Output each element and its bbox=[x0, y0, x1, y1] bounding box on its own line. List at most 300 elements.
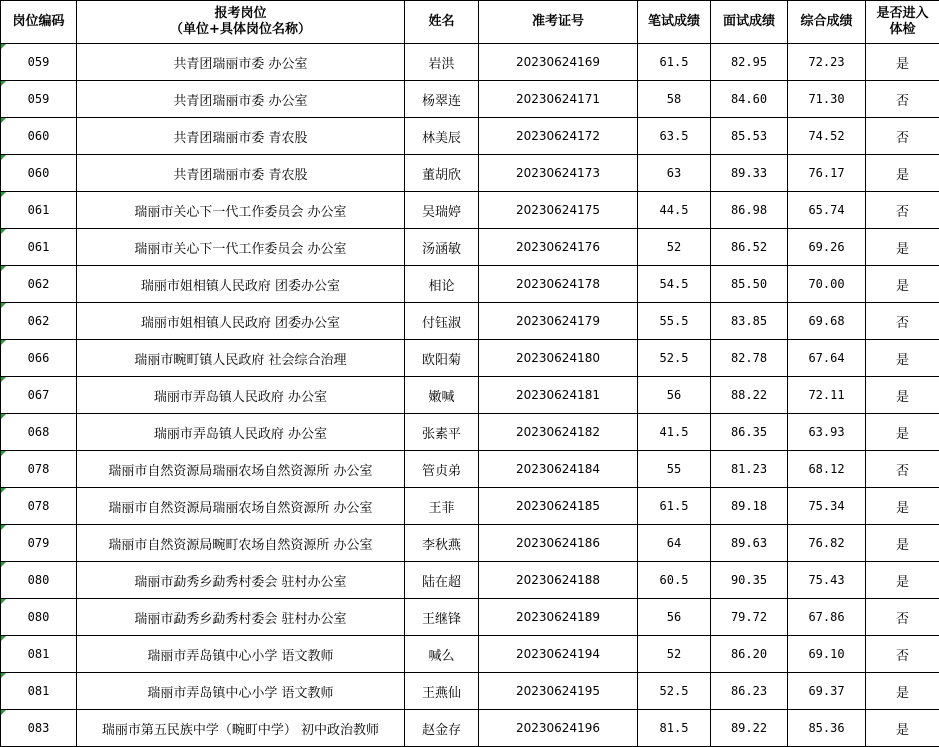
physical-exam-cell-text: 否 bbox=[896, 94, 909, 109]
table-row bbox=[1, 44, 939, 81]
position-cell bbox=[77, 303, 405, 340]
physical-exam-cell bbox=[866, 229, 939, 266]
name-cell-text: 欧阳菊 bbox=[422, 353, 461, 368]
physical-exam-cell bbox=[866, 710, 939, 747]
code-cell-text: 060 bbox=[28, 166, 50, 180]
name-cell bbox=[405, 525, 479, 562]
total-score-cell bbox=[788, 451, 866, 488]
interview-score-cell-text: 90.35 bbox=[731, 573, 767, 587]
code-cell bbox=[1, 599, 77, 636]
ticket-cell-text: 20230624172 bbox=[516, 129, 600, 143]
written-score-cell bbox=[638, 673, 711, 710]
name-cell-text: 付钰淑 bbox=[422, 316, 461, 331]
name-cell bbox=[405, 377, 479, 414]
code-cell-text: 062 bbox=[28, 314, 50, 328]
name-cell-text: 张素平 bbox=[422, 427, 461, 442]
total-score-cell-text: 69.10 bbox=[808, 647, 844, 661]
written-score-cell bbox=[638, 266, 711, 303]
name-cell-text: 赵金存 bbox=[422, 723, 461, 738]
written-score-cell bbox=[638, 525, 711, 562]
name-cell bbox=[405, 414, 479, 451]
position-cell bbox=[77, 451, 405, 488]
written-score-cell-text: 56 bbox=[667, 388, 681, 402]
cell-comment-marker-icon bbox=[1, 636, 6, 641]
total-score-cell bbox=[788, 44, 866, 81]
physical-exam-cell bbox=[866, 118, 939, 155]
physical-exam-cell-text: 是 bbox=[896, 501, 909, 516]
interview-score-cell-text: 88.22 bbox=[731, 388, 767, 402]
ticket-cell-text: 20230624184 bbox=[516, 462, 600, 476]
ticket-cell-text: 20230624185 bbox=[516, 499, 600, 513]
interview-score-cell bbox=[711, 303, 788, 340]
written-score-cell-text: 44.5 bbox=[660, 203, 689, 217]
code-cell bbox=[1, 266, 77, 303]
position-cell-text: 瑞丽市姐相镇人民政府 团委办公室 bbox=[141, 279, 340, 294]
header-position bbox=[77, 1, 405, 44]
position-cell bbox=[77, 340, 405, 377]
total-score-cell-text: 75.34 bbox=[808, 499, 844, 513]
table-row bbox=[1, 451, 939, 488]
physical-exam-cell bbox=[866, 451, 939, 488]
physical-exam-cell bbox=[866, 562, 939, 599]
physical-exam-cell-text: 否 bbox=[896, 464, 909, 479]
header-exam-line1: 是否进入 bbox=[866, 6, 939, 22]
interview-score-cell-text: 89.22 bbox=[731, 721, 767, 735]
ticket-cell bbox=[479, 192, 638, 229]
interview-score-cell bbox=[711, 44, 788, 81]
physical-exam-cell-text: 否 bbox=[896, 612, 909, 627]
position-cell bbox=[77, 414, 405, 451]
interview-score-cell-text: 85.50 bbox=[731, 277, 767, 291]
name-cell bbox=[405, 488, 479, 525]
written-score-cell-text: 55 bbox=[667, 462, 681, 476]
name-cell bbox=[405, 266, 479, 303]
position-cell-text: 瑞丽市自然资源局瑞丽农场自然资源所 办公室 bbox=[108, 501, 372, 516]
total-score-cell bbox=[788, 414, 866, 451]
physical-exam-cell bbox=[866, 488, 939, 525]
physical-exam-cell bbox=[866, 414, 939, 451]
position-cell bbox=[77, 525, 405, 562]
name-cell bbox=[405, 118, 479, 155]
total-score-cell-text: 76.82 bbox=[808, 536, 844, 550]
code-cell-text: 080 bbox=[28, 610, 50, 624]
table-row bbox=[1, 673, 939, 710]
physical-exam-cell bbox=[866, 340, 939, 377]
cell-comment-marker-icon bbox=[1, 81, 6, 86]
table-row bbox=[1, 414, 939, 451]
interview-score-cell-text: 86.98 bbox=[731, 203, 767, 217]
ticket-cell-text: 20230624175 bbox=[516, 203, 600, 217]
name-cell bbox=[405, 599, 479, 636]
position-cell-text: 共青团瑞丽市委 青农股 bbox=[173, 168, 307, 183]
ticket-cell bbox=[479, 118, 638, 155]
ticket-cell-text: 20230624181 bbox=[516, 388, 600, 402]
physical-exam-cell-text: 是 bbox=[896, 168, 909, 183]
cell-comment-marker-icon bbox=[1, 44, 6, 49]
written-score-cell-text: 52.5 bbox=[660, 684, 689, 698]
physical-exam-cell-text: 否 bbox=[896, 316, 909, 331]
name-cell bbox=[405, 673, 479, 710]
header-code: 岗位编码 bbox=[1, 1, 77, 44]
code-cell-text: 083 bbox=[28, 721, 50, 735]
total-score-cell-text: 76.17 bbox=[808, 166, 844, 180]
name-cell bbox=[405, 81, 479, 118]
position-cell-text: 瑞丽市自然资源局瑞丽农场自然资源所 办公室 bbox=[108, 464, 372, 479]
ticket-cell bbox=[479, 599, 638, 636]
code-cell-text: 059 bbox=[28, 55, 50, 69]
name-cell-text: 董胡欣 bbox=[422, 168, 461, 183]
name-cell bbox=[405, 229, 479, 266]
written-score-cell bbox=[638, 155, 711, 192]
physical-exam-cell-text: 是 bbox=[896, 279, 909, 294]
ticket-cell bbox=[479, 673, 638, 710]
written-score-cell-text: 52.5 bbox=[660, 351, 689, 365]
code-cell-text: 079 bbox=[28, 536, 50, 550]
ticket-cell-text: 20230624176 bbox=[516, 240, 600, 254]
cell-comment-marker-icon bbox=[1, 340, 6, 345]
name-cell bbox=[405, 303, 479, 340]
written-score-cell bbox=[638, 192, 711, 229]
cell-comment-marker-icon bbox=[1, 229, 6, 234]
written-score-cell bbox=[638, 44, 711, 81]
cell-comment-marker-icon bbox=[1, 710, 6, 715]
ticket-cell bbox=[479, 81, 638, 118]
position-cell-text: 瑞丽市弄岛镇中心小学 语文教师 bbox=[147, 649, 333, 664]
cell-comment-marker-icon bbox=[1, 599, 6, 604]
code-cell bbox=[1, 488, 77, 525]
header-ticket: 准考证号 bbox=[479, 1, 638, 44]
written-score-cell bbox=[638, 451, 711, 488]
header-row bbox=[1, 1, 939, 44]
cell-comment-marker-icon bbox=[1, 525, 6, 530]
position-cell bbox=[77, 562, 405, 599]
position-cell-text: 瑞丽市弄岛镇人民政府 办公室 bbox=[154, 427, 327, 442]
physical-exam-cell-text: 是 bbox=[896, 390, 909, 405]
position-cell bbox=[77, 44, 405, 81]
physical-exam-cell-text: 是 bbox=[896, 242, 909, 257]
physical-exam-cell-text: 是 bbox=[896, 353, 909, 368]
interview-score-cell bbox=[711, 266, 788, 303]
cell-comment-marker-icon bbox=[1, 192, 6, 197]
written-score-cell bbox=[638, 81, 711, 118]
ticket-cell-text: 20230624171 bbox=[516, 92, 600, 106]
ticket-cell-text: 20230624179 bbox=[516, 314, 600, 328]
total-score-cell bbox=[788, 377, 866, 414]
ticket-cell-text: 20230624169 bbox=[516, 55, 600, 69]
table-row bbox=[1, 525, 939, 562]
written-score-cell-text: 61.5 bbox=[660, 55, 689, 69]
total-score-cell bbox=[788, 340, 866, 377]
total-score-cell-text: 75.43 bbox=[808, 573, 844, 587]
position-cell-text: 瑞丽市弄岛镇中心小学 语文教师 bbox=[147, 686, 333, 701]
name-cell-text: 吴瑞婷 bbox=[422, 205, 461, 220]
position-cell-text: 瑞丽市弄岛镇人民政府 办公室 bbox=[154, 390, 327, 405]
position-cell-text: 瑞丽市畹町镇人民政府 社会综合治理 bbox=[134, 353, 346, 368]
code-cell-text: 078 bbox=[28, 499, 50, 513]
header-position-line2: （单位+具体岗位名称） bbox=[77, 22, 404, 38]
ticket-cell bbox=[479, 377, 638, 414]
header-exam-line2: 体检 bbox=[866, 22, 939, 38]
physical-exam-cell-text: 是 bbox=[896, 723, 909, 738]
position-cell-text: 瑞丽市姐相镇人民政府 团委办公室 bbox=[141, 316, 340, 331]
name-cell-text: 汤涵敏 bbox=[422, 242, 461, 257]
name-cell-text: 林美辰 bbox=[422, 131, 461, 146]
total-score-cell bbox=[788, 118, 866, 155]
total-score-cell bbox=[788, 710, 866, 747]
written-score-cell bbox=[638, 229, 711, 266]
code-cell bbox=[1, 118, 77, 155]
table-row bbox=[1, 303, 939, 340]
ticket-cell bbox=[479, 636, 638, 673]
ticket-cell bbox=[479, 525, 638, 562]
ticket-cell-text: 20230624196 bbox=[516, 721, 600, 735]
interview-score-cell-text: 84.60 bbox=[731, 92, 767, 106]
physical-exam-cell-text: 是 bbox=[896, 686, 909, 701]
name-cell-text: 相论 bbox=[428, 279, 454, 294]
position-cell-text: 瑞丽市自然资源局畹町农场自然资源所 办公室 bbox=[108, 538, 372, 553]
physical-exam-cell bbox=[866, 155, 939, 192]
code-cell-text: 081 bbox=[28, 647, 50, 661]
written-score-cell-text: 54.5 bbox=[660, 277, 689, 291]
ticket-cell bbox=[479, 710, 638, 747]
code-cell-text: 081 bbox=[28, 684, 50, 698]
written-score-cell bbox=[638, 710, 711, 747]
physical-exam-cell-text: 否 bbox=[896, 649, 909, 664]
cell-comment-marker-icon bbox=[1, 303, 6, 308]
code-cell-text: 067 bbox=[28, 388, 50, 402]
ticket-cell bbox=[479, 488, 638, 525]
position-cell-text: 瑞丽市关心下一代工作委员会 办公室 bbox=[134, 242, 346, 257]
total-score-cell bbox=[788, 673, 866, 710]
table-row bbox=[1, 710, 939, 747]
physical-exam-cell bbox=[866, 192, 939, 229]
physical-exam-cell bbox=[866, 303, 939, 340]
physical-exam-cell-text: 否 bbox=[896, 205, 909, 220]
name-cell-text: 岩洪 bbox=[428, 57, 454, 72]
table-row bbox=[1, 229, 939, 266]
interview-score-cell-text: 81.23 bbox=[731, 462, 767, 476]
cell-comment-marker-icon bbox=[1, 266, 6, 271]
code-cell bbox=[1, 340, 77, 377]
ticket-cell bbox=[479, 414, 638, 451]
written-score-cell-text: 63.5 bbox=[660, 129, 689, 143]
name-cell bbox=[405, 155, 479, 192]
code-cell bbox=[1, 303, 77, 340]
ticket-cell bbox=[479, 44, 638, 81]
interview-score-cell-text: 89.33 bbox=[731, 166, 767, 180]
name-cell-text: 管贞弟 bbox=[422, 464, 461, 479]
physical-exam-cell-text: 否 bbox=[896, 131, 909, 146]
written-score-cell-text: 52 bbox=[667, 240, 681, 254]
position-cell bbox=[77, 118, 405, 155]
total-score-cell bbox=[788, 81, 866, 118]
position-cell bbox=[77, 636, 405, 673]
code-cell bbox=[1, 562, 77, 599]
interview-score-cell bbox=[711, 673, 788, 710]
total-score-cell bbox=[788, 525, 866, 562]
table-body bbox=[1, 44, 939, 747]
physical-exam-cell-text: 是 bbox=[896, 575, 909, 590]
physical-exam-cell bbox=[866, 636, 939, 673]
code-cell bbox=[1, 525, 77, 562]
interview-score-cell bbox=[711, 414, 788, 451]
written-score-cell bbox=[638, 340, 711, 377]
physical-exam-cell bbox=[866, 525, 939, 562]
table-row bbox=[1, 377, 939, 414]
ticket-cell bbox=[479, 562, 638, 599]
total-score-cell-text: 68.12 bbox=[808, 462, 844, 476]
interview-score-cell bbox=[711, 525, 788, 562]
position-cell bbox=[77, 266, 405, 303]
position-cell-text: 瑞丽市勐秀乡勐秀村委会 驻村办公室 bbox=[134, 612, 346, 627]
total-score-cell-text: 65.74 bbox=[808, 203, 844, 217]
table-row bbox=[1, 488, 939, 525]
name-cell-text: 王燕仙 bbox=[422, 686, 461, 701]
code-cell bbox=[1, 81, 77, 118]
cell-comment-marker-icon bbox=[1, 451, 6, 456]
interview-score-cell bbox=[711, 229, 788, 266]
code-cell bbox=[1, 44, 77, 81]
total-score-cell bbox=[788, 266, 866, 303]
interview-score-cell bbox=[711, 377, 788, 414]
position-cell bbox=[77, 710, 405, 747]
ticket-cell-text: 20230624186 bbox=[516, 536, 600, 550]
written-score-cell bbox=[638, 562, 711, 599]
table-row bbox=[1, 599, 939, 636]
ticket-cell bbox=[479, 155, 638, 192]
code-cell bbox=[1, 229, 77, 266]
name-cell bbox=[405, 636, 479, 673]
position-cell-text: 共青团瑞丽市委 青农股 bbox=[173, 131, 307, 146]
written-score-cell-text: 56 bbox=[667, 610, 681, 624]
physical-exam-cell-text: 是 bbox=[896, 538, 909, 553]
interview-score-cell-text: 83.85 bbox=[731, 314, 767, 328]
name-cell-text: 李秋燕 bbox=[422, 538, 461, 553]
code-cell bbox=[1, 155, 77, 192]
position-cell bbox=[77, 155, 405, 192]
position-cell bbox=[77, 377, 405, 414]
header-written: 笔试成绩 bbox=[638, 1, 711, 44]
interview-score-cell-text: 86.35 bbox=[731, 425, 767, 439]
position-cell bbox=[77, 488, 405, 525]
total-score-cell bbox=[788, 303, 866, 340]
total-score-cell bbox=[788, 599, 866, 636]
written-score-cell bbox=[638, 599, 711, 636]
total-score-cell-text: 67.64 bbox=[808, 351, 844, 365]
ticket-cell-text: 20230624189 bbox=[516, 610, 600, 624]
written-score-cell-text: 81.5 bbox=[660, 721, 689, 735]
name-cell-text: 王菲 bbox=[428, 501, 454, 516]
physical-exam-cell-text: 是 bbox=[896, 427, 909, 442]
ticket-cell-text: 20230624173 bbox=[516, 166, 600, 180]
name-cell-text: 喊么 bbox=[428, 649, 454, 664]
physical-exam-cell bbox=[866, 673, 939, 710]
name-cell bbox=[405, 340, 479, 377]
code-cell bbox=[1, 377, 77, 414]
code-cell-text: 080 bbox=[28, 573, 50, 587]
interview-score-cell-text: 89.63 bbox=[731, 536, 767, 550]
name-cell-text: 陆在超 bbox=[422, 575, 461, 590]
total-score-cell-text: 72.11 bbox=[808, 388, 844, 402]
header-exam bbox=[866, 1, 939, 44]
total-score-cell bbox=[788, 562, 866, 599]
written-score-cell-text: 58 bbox=[667, 92, 681, 106]
table-row bbox=[1, 562, 939, 599]
total-score-cell-text: 63.93 bbox=[808, 425, 844, 439]
table-row bbox=[1, 340, 939, 377]
written-score-cell bbox=[638, 377, 711, 414]
code-cell-text: 068 bbox=[28, 425, 50, 439]
name-cell bbox=[405, 44, 479, 81]
code-cell-text: 078 bbox=[28, 462, 50, 476]
position-cell bbox=[77, 192, 405, 229]
physical-exam-cell bbox=[866, 266, 939, 303]
written-score-cell bbox=[638, 118, 711, 155]
ticket-cell-text: 20230624195 bbox=[516, 684, 600, 698]
total-score-cell-text: 69.37 bbox=[808, 684, 844, 698]
header-total: 综合成绩 bbox=[788, 1, 866, 44]
interview-score-cell bbox=[711, 599, 788, 636]
interview-score-cell-text: 79.72 bbox=[731, 610, 767, 624]
cell-comment-marker-icon bbox=[1, 118, 6, 123]
physical-exam-cell bbox=[866, 599, 939, 636]
total-score-cell bbox=[788, 488, 866, 525]
interview-score-cell bbox=[711, 118, 788, 155]
ticket-cell bbox=[479, 451, 638, 488]
cell-comment-marker-icon bbox=[1, 414, 6, 419]
header-interview: 面试成绩 bbox=[711, 1, 788, 44]
code-cell-text: 061 bbox=[28, 240, 50, 254]
written-score-cell bbox=[638, 488, 711, 525]
written-score-cell-text: 61.5 bbox=[660, 499, 689, 513]
interview-score-cell bbox=[711, 636, 788, 673]
physical-exam-cell bbox=[866, 377, 939, 414]
written-score-cell-text: 55.5 bbox=[660, 314, 689, 328]
total-score-cell-text: 72.23 bbox=[808, 55, 844, 69]
interview-score-cell-text: 86.20 bbox=[731, 647, 767, 661]
physical-exam-cell-text: 是 bbox=[896, 57, 909, 72]
total-score-cell bbox=[788, 636, 866, 673]
position-cell-text: 共青团瑞丽市委 办公室 bbox=[173, 94, 307, 109]
table-row bbox=[1, 636, 939, 673]
code-cell bbox=[1, 673, 77, 710]
total-score-cell-text: 85.36 bbox=[808, 721, 844, 735]
cell-comment-marker-icon bbox=[1, 673, 6, 678]
written-score-cell-text: 60.5 bbox=[660, 573, 689, 587]
interview-score-cell-text: 82.95 bbox=[731, 55, 767, 69]
cell-comment-marker-icon bbox=[1, 562, 6, 567]
header-position-line1: 报考岗位 bbox=[77, 6, 404, 22]
physical-exam-cell bbox=[866, 44, 939, 81]
total-score-cell-text: 69.26 bbox=[808, 240, 844, 254]
code-cell-text: 061 bbox=[28, 203, 50, 217]
header-name: 姓名 bbox=[405, 1, 479, 44]
interview-score-cell bbox=[711, 81, 788, 118]
ticket-cell bbox=[479, 303, 638, 340]
ticket-cell-text: 20230624194 bbox=[516, 647, 600, 661]
cell-comment-marker-icon bbox=[1, 377, 6, 382]
written-score-cell bbox=[638, 636, 711, 673]
code-cell bbox=[1, 414, 77, 451]
position-cell bbox=[77, 673, 405, 710]
position-cell-text: 瑞丽市关心下一代工作委员会 办公室 bbox=[134, 205, 346, 220]
name-cell-text: 嫩喊 bbox=[428, 390, 454, 405]
code-cell bbox=[1, 192, 77, 229]
position-cell-text: 共青团瑞丽市委 办公室 bbox=[173, 57, 307, 72]
total-score-cell-text: 69.68 bbox=[808, 314, 844, 328]
position-cell-text: 瑞丽市勐秀乡勐秀村委会 驻村办公室 bbox=[134, 575, 346, 590]
ticket-cell-text: 20230624188 bbox=[516, 573, 600, 587]
